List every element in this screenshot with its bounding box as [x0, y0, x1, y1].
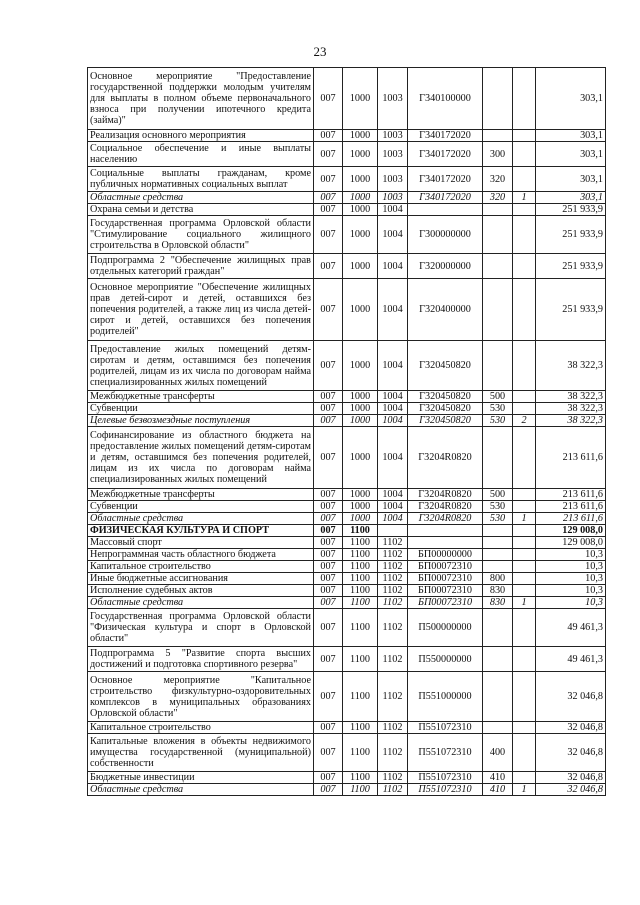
cell-target-article: П500000000	[408, 609, 483, 647]
cell-amount: 213 611,6	[536, 489, 606, 501]
cell-amount: 303,1	[536, 192, 606, 204]
cell-section: 1100	[343, 784, 378, 796]
cell-funding-source	[513, 537, 536, 549]
cell-subsection: 1004	[378, 204, 408, 216]
cell-name: Подпрограмма 5 "Развитие спорта высших достижений и подготовка спортивного резерва"	[88, 647, 314, 672]
cell-name: Капитальное строительство	[88, 722, 314, 734]
cell-expense-type	[483, 672, 513, 722]
cell-amount: 303,1	[536, 167, 606, 192]
cell-subsection: 1102	[378, 549, 408, 561]
cell-funding-source: 1	[513, 784, 536, 796]
cell-amount: 32 046,8	[536, 772, 606, 784]
cell-target-article: БП00072310	[408, 573, 483, 585]
cell-funding-source	[513, 254, 536, 279]
cell-funding-source: 1	[513, 597, 536, 609]
table-row	[88, 415, 606, 427]
table-row	[88, 142, 606, 167]
cell-name: Социальное обеспечение и иные выплаты населению	[88, 142, 314, 167]
cell-funding-source	[513, 142, 536, 167]
cell-subsection: 1004	[378, 216, 408, 254]
cell-subsection: 1004	[378, 501, 408, 513]
table-body	[88, 68, 606, 796]
cell-expense-type	[483, 609, 513, 647]
cell-amount: 38 322,3	[536, 391, 606, 403]
table-row	[88, 784, 606, 796]
page-number: 23	[313, 44, 327, 59]
cell-amount: 10,3	[536, 549, 606, 561]
cell-target-article: Г340172020	[408, 142, 483, 167]
cell-grbs: 007	[314, 130, 343, 142]
cell-name: Социальные выплаты гражданам, кроме публичных нормативных социальных выплат	[88, 167, 314, 192]
cell-grbs: 007	[314, 204, 343, 216]
cell-grbs: 007	[314, 722, 343, 734]
cell-amount: 303,1	[536, 130, 606, 142]
table-row	[88, 489, 606, 501]
cell-name: Непрограммная часть областного бюджета	[88, 549, 314, 561]
cell-section: 1000	[343, 513, 378, 525]
cell-amount: 10,3	[536, 585, 606, 597]
table-row	[88, 192, 606, 204]
cell-amount: 251 933,9	[536, 204, 606, 216]
cell-grbs: 007	[314, 254, 343, 279]
cell-funding-source	[513, 672, 536, 722]
cell-amount: 10,3	[536, 597, 606, 609]
cell-grbs: 007	[314, 68, 343, 130]
cell-target-article: Г340172020	[408, 192, 483, 204]
cell-target-article: П551072310	[408, 734, 483, 772]
cell-section: 1100	[343, 585, 378, 597]
cell-section: 1000	[343, 415, 378, 427]
cell-funding-source	[513, 722, 536, 734]
cell-subsection: 1102	[378, 672, 408, 722]
cell-name: Софинансирование из областного бюджета на предоставление жилых помещений детям-сиротам и детям, оставшимся без попечения родителей, лицам из их числа по договорам найма специализированных жилых помещений	[88, 427, 314, 489]
cell-expense-type	[483, 647, 513, 672]
table-row	[88, 597, 606, 609]
cell-subsection: 1003	[378, 142, 408, 167]
cell-subsection: 1003	[378, 130, 408, 142]
cell-amount: 129 008,0	[536, 537, 606, 549]
cell-grbs: 007	[314, 525, 343, 537]
cell-grbs: 007	[314, 489, 343, 501]
cell-expense-type	[483, 204, 513, 216]
cell-funding-source	[513, 647, 536, 672]
cell-grbs: 007	[314, 513, 343, 525]
table-row	[88, 513, 606, 525]
table-row	[88, 585, 606, 597]
cell-target-article: П551072310	[408, 772, 483, 784]
table-row	[88, 561, 606, 573]
cell-amount: 303,1	[536, 68, 606, 130]
cell-section: 1100	[343, 672, 378, 722]
cell-section: 1100	[343, 597, 378, 609]
cell-grbs: 007	[314, 142, 343, 167]
cell-target-article: П550000000	[408, 647, 483, 672]
table-row	[88, 130, 606, 142]
cell-subsection: 1004	[378, 254, 408, 279]
cell-subsection: 1004	[378, 279, 408, 341]
cell-subsection: 1102	[378, 609, 408, 647]
cell-target-article: Г340172020	[408, 167, 483, 192]
cell-amount: 38 322,3	[536, 341, 606, 391]
cell-name: Областные средства	[88, 192, 314, 204]
cell-amount: 32 046,8	[536, 672, 606, 722]
cell-name: Основное мероприятие "Предоставление государственной поддержки молодым учителям для выплаты в полном объеме первоначального взноса при получении ипотечного кредита (займа)"	[88, 68, 314, 130]
cell-name: Областные средства	[88, 784, 314, 796]
cell-subsection: 1102	[378, 573, 408, 585]
table-row	[88, 647, 606, 672]
cell-name: Массовый спорт	[88, 537, 314, 549]
cell-section: 1100	[343, 525, 378, 537]
cell-name: Межбюджетные трансферты	[88, 391, 314, 403]
cell-section: 1100	[343, 772, 378, 784]
cell-expense-type: 530	[483, 501, 513, 513]
cell-section: 1000	[343, 192, 378, 204]
cell-grbs: 007	[314, 501, 343, 513]
cell-grbs: 007	[314, 573, 343, 585]
cell-target-article: Г340172020	[408, 130, 483, 142]
cell-funding-source	[513, 489, 536, 501]
cell-target-article: БП00072310	[408, 597, 483, 609]
cell-amount: 251 933,9	[536, 279, 606, 341]
cell-name: Капитальное строительство	[88, 561, 314, 573]
cell-name: Охрана семьи и детства	[88, 204, 314, 216]
cell-grbs: 007	[314, 597, 343, 609]
cell-section: 1100	[343, 722, 378, 734]
cell-name: Реализация основного мероприятия	[88, 130, 314, 142]
cell-expense-type	[483, 216, 513, 254]
cell-funding-source	[513, 501, 536, 513]
table-row	[88, 672, 606, 722]
cell-amount: 49 461,3	[536, 609, 606, 647]
cell-funding-source	[513, 609, 536, 647]
cell-amount: 49 461,3	[536, 647, 606, 672]
cell-grbs: 007	[314, 585, 343, 597]
cell-target-article	[408, 537, 483, 549]
cell-funding-source: 1	[513, 192, 536, 204]
cell-section: 1100	[343, 549, 378, 561]
cell-section: 1000	[343, 167, 378, 192]
table-row	[88, 254, 606, 279]
cell-subsection: 1102	[378, 734, 408, 772]
cell-target-article: Г300000000	[408, 216, 483, 254]
cell-subsection: 1004	[378, 341, 408, 391]
cell-target-article: БП00072310	[408, 561, 483, 573]
cell-funding-source	[513, 279, 536, 341]
table-row	[88, 391, 606, 403]
cell-section: 1000	[343, 130, 378, 142]
cell-expense-type	[483, 341, 513, 391]
table-row	[88, 216, 606, 254]
table-row	[88, 722, 606, 734]
cell-subsection: 1004	[378, 391, 408, 403]
cell-target-article: Г320000000	[408, 254, 483, 279]
cell-funding-source	[513, 549, 536, 561]
cell-subsection: 1003	[378, 68, 408, 130]
cell-section: 1100	[343, 734, 378, 772]
cell-target-article: Г320450820	[408, 391, 483, 403]
table-row	[88, 341, 606, 391]
cell-name: Областные средства	[88, 513, 314, 525]
budget-table	[87, 67, 606, 796]
cell-section: 1000	[343, 216, 378, 254]
cell-target-article: Г3204R0820	[408, 501, 483, 513]
cell-expense-type: 410	[483, 772, 513, 784]
cell-name: Субвенции	[88, 403, 314, 415]
cell-name: Государственная программа Орловской области "Стимулирование социального жилищного строительства в Орловской области"	[88, 216, 314, 254]
cell-expense-type: 530	[483, 403, 513, 415]
cell-amount: 251 933,9	[536, 216, 606, 254]
cell-name: ФИЗИЧЕСКАЯ КУЛЬТУРА И СПОРТ	[88, 525, 314, 537]
cell-amount: 303,1	[536, 142, 606, 167]
cell-grbs: 007	[314, 167, 343, 192]
cell-funding-source: 2	[513, 415, 536, 427]
cell-subsection: 1102	[378, 772, 408, 784]
table-row	[88, 525, 606, 537]
cell-grbs: 007	[314, 549, 343, 561]
cell-amount: 32 046,8	[536, 722, 606, 734]
cell-name: Исполнение судебных актов	[88, 585, 314, 597]
cell-grbs: 007	[314, 192, 343, 204]
table-row	[88, 573, 606, 585]
cell-subsection: 1003	[378, 167, 408, 192]
cell-funding-source	[513, 391, 536, 403]
cell-subsection: 1004	[378, 403, 408, 415]
cell-grbs: 007	[314, 403, 343, 415]
cell-expense-type	[483, 68, 513, 130]
cell-subsection: 1004	[378, 415, 408, 427]
cell-grbs: 007	[314, 647, 343, 672]
cell-section: 1100	[343, 647, 378, 672]
cell-funding-source: 1	[513, 513, 536, 525]
cell-target-article: Г320450820	[408, 341, 483, 391]
cell-grbs: 007	[314, 734, 343, 772]
cell-grbs: 007	[314, 279, 343, 341]
cell-subsection: 1102	[378, 722, 408, 734]
cell-target-article: БП00072310	[408, 585, 483, 597]
cell-subsection: 1102	[378, 784, 408, 796]
table-row	[88, 772, 606, 784]
cell-funding-source	[513, 68, 536, 130]
cell-grbs: 007	[314, 415, 343, 427]
table-row	[88, 537, 606, 549]
cell-expense-type	[483, 549, 513, 561]
cell-funding-source	[513, 427, 536, 489]
cell-name: Подпрограмма 2 "Обеспечение жилищных прав отдельных категорий граждан"	[88, 254, 314, 279]
table-row	[88, 427, 606, 489]
cell-funding-source	[513, 167, 536, 192]
cell-expense-type: 410	[483, 784, 513, 796]
cell-subsection: 1004	[378, 489, 408, 501]
cell-subsection: 1102	[378, 647, 408, 672]
table-row	[88, 549, 606, 561]
cell-section: 1000	[343, 68, 378, 130]
cell-amount: 32 046,8	[536, 784, 606, 796]
cell-grbs: 007	[314, 391, 343, 403]
cell-section: 1000	[343, 501, 378, 513]
cell-target-article: П551072310	[408, 722, 483, 734]
cell-subsection: 1004	[378, 513, 408, 525]
cell-target-article: Г320450820	[408, 415, 483, 427]
table-row	[88, 167, 606, 192]
cell-funding-source	[513, 525, 536, 537]
cell-name: Основное мероприятие "Капитальное строительство физкультурно-оздоровительных комплексов в муниципальных образованиях Орловской области"	[88, 672, 314, 722]
cell-name: Капитальные вложения в объекты недвижимого имущества государственной (муниципальной) собственности	[88, 734, 314, 772]
cell-section: 1000	[343, 391, 378, 403]
cell-expense-type: 530	[483, 415, 513, 427]
cell-expense-type: 320	[483, 192, 513, 204]
table-row	[88, 609, 606, 647]
cell-name: Бюджетные инвестиции	[88, 772, 314, 784]
table-row	[88, 734, 606, 772]
cell-expense-type	[483, 525, 513, 537]
cell-target-article: Г320450820	[408, 403, 483, 415]
cell-target-article: Г3204R0820	[408, 489, 483, 501]
cell-section: 1000	[343, 254, 378, 279]
cell-section: 1000	[343, 489, 378, 501]
cell-expense-type: 300	[483, 142, 513, 167]
cell-amount: 10,3	[536, 561, 606, 573]
cell-expense-type: 800	[483, 573, 513, 585]
cell-expense-type	[483, 130, 513, 142]
cell-subsection: 1102	[378, 537, 408, 549]
cell-funding-source	[513, 403, 536, 415]
cell-expense-type	[483, 722, 513, 734]
cell-name: Межбюджетные трансферты	[88, 489, 314, 501]
cell-expense-type	[483, 427, 513, 489]
cell-target-article	[408, 525, 483, 537]
cell-funding-source	[513, 734, 536, 772]
cell-section: 1100	[343, 573, 378, 585]
cell-section: 1000	[343, 341, 378, 391]
cell-grbs: 007	[314, 772, 343, 784]
cell-expense-type	[483, 561, 513, 573]
cell-subsection: 1102	[378, 597, 408, 609]
cell-section: 1000	[343, 204, 378, 216]
cell-funding-source	[513, 130, 536, 142]
table-row	[88, 403, 606, 415]
table-row	[88, 279, 606, 341]
cell-target-article: Г3204R0820	[408, 427, 483, 489]
cell-amount: 32 046,8	[536, 734, 606, 772]
cell-expense-type	[483, 279, 513, 341]
cell-grbs: 007	[314, 427, 343, 489]
table-row	[88, 68, 606, 130]
cell-target-article: Г340100000	[408, 68, 483, 130]
cell-grbs: 007	[314, 784, 343, 796]
cell-section: 1100	[343, 609, 378, 647]
cell-amount: 213 611,6	[536, 513, 606, 525]
cell-name: Субвенции	[88, 501, 314, 513]
cell-expense-type: 500	[483, 391, 513, 403]
cell-funding-source	[513, 341, 536, 391]
cell-subsection: 1102	[378, 585, 408, 597]
cell-target-article	[408, 204, 483, 216]
cell-expense-type: 400	[483, 734, 513, 772]
cell-expense-type: 830	[483, 597, 513, 609]
cell-section: 1000	[343, 142, 378, 167]
cell-funding-source	[513, 573, 536, 585]
cell-grbs: 007	[314, 561, 343, 573]
cell-subsection: 1003	[378, 192, 408, 204]
cell-section: 1100	[343, 537, 378, 549]
cell-grbs: 007	[314, 537, 343, 549]
table-row	[88, 501, 606, 513]
cell-subsection: 1102	[378, 561, 408, 573]
cell-section: 1000	[343, 427, 378, 489]
cell-amount: 251 933,9	[536, 254, 606, 279]
cell-target-article: Г3204R0820	[408, 513, 483, 525]
cell-amount: 38 322,3	[536, 415, 606, 427]
cell-funding-source	[513, 216, 536, 254]
cell-grbs: 007	[314, 341, 343, 391]
cell-name: Основное мероприятие "Обеспечение жилищных прав детей-сирот и детей, оставшихся без попечения родителей, а также лиц из числа детей-сирот и детей, оставшихся без попечения родителей"	[88, 279, 314, 341]
cell-target-article: П551072310	[408, 784, 483, 796]
cell-expense-type: 500	[483, 489, 513, 501]
cell-amount: 129 008,0	[536, 525, 606, 537]
cell-amount: 213 611,6	[536, 501, 606, 513]
cell-amount: 213 611,6	[536, 427, 606, 489]
cell-name: Предоставление жилых помещений детям-сиротам и детям, оставшимся без попечения родителей, лицам из их числа по договорам найма специализированных жилых помещений	[88, 341, 314, 391]
cell-name: Государственная программа Орловской области "Физическая культура и спорт в Орловской области"	[88, 609, 314, 647]
cell-funding-source	[513, 772, 536, 784]
cell-amount: 10,3	[536, 573, 606, 585]
cell-name: Иные бюджетные ассигнования	[88, 573, 314, 585]
cell-subsection	[378, 525, 408, 537]
cell-grbs: 007	[314, 672, 343, 722]
cell-subsection: 1004	[378, 427, 408, 489]
cell-name: Областные средства	[88, 597, 314, 609]
cell-funding-source	[513, 585, 536, 597]
cell-grbs: 007	[314, 216, 343, 254]
cell-section: 1100	[343, 561, 378, 573]
cell-target-article: Г320400000	[408, 279, 483, 341]
cell-expense-type	[483, 537, 513, 549]
cell-section: 1000	[343, 403, 378, 415]
cell-expense-type: 320	[483, 167, 513, 192]
cell-section: 1000	[343, 279, 378, 341]
table-row	[88, 204, 606, 216]
cell-amount: 38 322,3	[536, 403, 606, 415]
cell-target-article: П551000000	[408, 672, 483, 722]
cell-expense-type: 830	[483, 585, 513, 597]
cell-funding-source	[513, 561, 536, 573]
cell-expense-type: 530	[483, 513, 513, 525]
cell-expense-type	[483, 254, 513, 279]
cell-funding-source	[513, 204, 536, 216]
cell-name: Целевые безвозмездные поступления	[88, 415, 314, 427]
cell-target-article: БП00000000	[408, 549, 483, 561]
cell-grbs: 007	[314, 609, 343, 647]
